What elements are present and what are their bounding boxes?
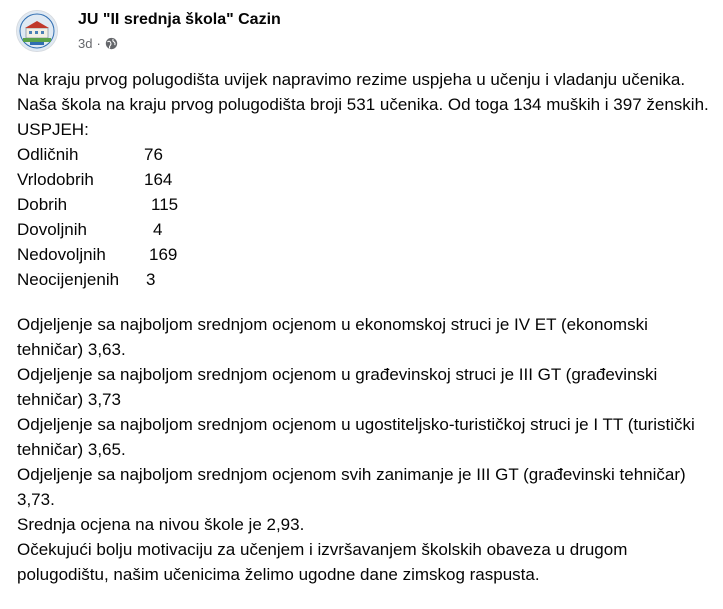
stat-value: 169 [149, 245, 178, 264]
stat-row [17, 217, 717, 242]
stat-value: 4 [153, 220, 163, 239]
stat-row [17, 242, 717, 267]
school-building-icon [17, 11, 57, 51]
page-name-link[interactable]: JU "II srednja škola" Cazin [78, 11, 281, 28]
post-meta [78, 36, 118, 51]
stat-label: Neocijenjenih [17, 270, 120, 289]
paragraph-gap [17, 292, 717, 312]
post-body [17, 67, 717, 587]
post-line: Odjeljenje sa najboljom srednjom ocjenom svih zanimanje je III GT (građevinski tehničar) 3,73. [17, 465, 686, 509]
globe-icon[interactable] [105, 37, 118, 50]
post-line: Odjeljenje sa najboljom srednjom ocjenom u ugostiteljsko-turističkoj struci je I TT (turistički tehničar) 3,65. [17, 415, 695, 459]
stat-value: 76 [144, 145, 163, 164]
stat-label: Dovoljnih [17, 220, 87, 239]
page-avatar[interactable] [16, 10, 58, 52]
stat-label: Vrlodobrih [17, 170, 94, 189]
post-line: Srednja ocjena na nivou škole je 2,93. [17, 515, 305, 534]
stat-value: 3 [146, 270, 156, 289]
meta-separator: · [96, 36, 101, 51]
post-line: Odjeljenje sa najboljom srednjom ocjenom u ekonomskoj struci je IV ET (ekonomski tehničar) 3,63. [17, 315, 648, 359]
post-line: Odjeljenje sa najboljom srednjom ocjenom u građevinskoj struci je III GT (građevinski tehničar) 3,73 [17, 365, 658, 409]
stat-label: Nedovoljnih [17, 245, 106, 264]
stat-value: 115 [151, 195, 179, 214]
section-title: USPJEH: [17, 120, 89, 139]
post-line: Očekujući bolju motivaciju za učenjem i izvršavanjem školskih obaveza u drugom polugodištu, našim učenicima želimo ugodne dane zimskog raspusta. [17, 540, 628, 584]
stat-row [17, 192, 717, 217]
stat-row [17, 267, 717, 292]
stat-value: 164 [144, 170, 173, 189]
stat-label: Odličnih [17, 145, 79, 164]
stat-label: Dobrih [17, 195, 68, 214]
stat-row [17, 167, 717, 192]
stat-row [17, 142, 717, 167]
post-timestamp[interactable]: 3d [78, 36, 93, 51]
post-intro: Na kraju prvog polugodišta uvijek napravimo rezime uspjeha u učenju i vladanju učenika. Naša škola na kraju prvog polugodišta broji 531 učenika. Od toga 134 muških i 397 ženskih. [17, 70, 709, 114]
